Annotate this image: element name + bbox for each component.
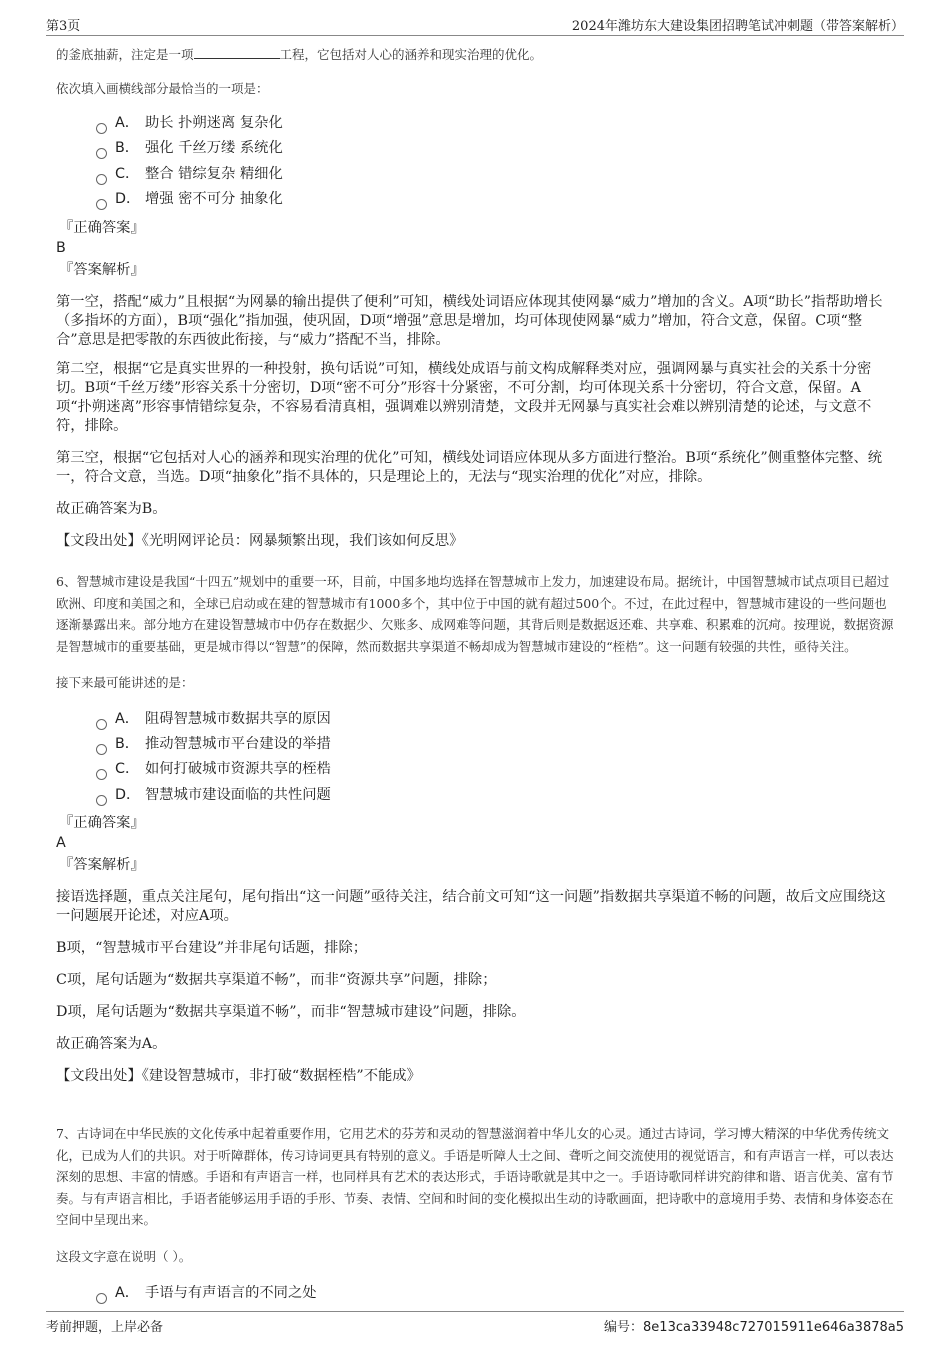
q5-stem-b: 工程，它包括对人心的涵养和现实治理的优化。 bbox=[279, 47, 543, 62]
page-header bbox=[46, 13, 904, 36]
q6-option-c[interactable]: C． 如何打破城市资源共享的桎梏 bbox=[96, 757, 896, 782]
radio-icon[interactable] bbox=[96, 123, 107, 134]
q7-option-a[interactable]: A． 手语与有声语言的不同之处 bbox=[96, 1281, 896, 1306]
question-7 bbox=[56, 1123, 896, 1306]
radio-icon[interactable] bbox=[96, 199, 107, 210]
radio-icon[interactable] bbox=[96, 148, 107, 159]
q6-source bbox=[56, 1067, 896, 1086]
q7-options bbox=[56, 1281, 896, 1306]
q5-analysis-label: 『答案解析』 bbox=[59, 261, 145, 278]
q6-analysis-label: 『答案解析』 bbox=[59, 857, 145, 874]
q6-stem: 6、智慧城市建设是我国“十四五”规划中的重要一环，目前，中国多地均选择在智慧城市上发力，加速建设布局。据统计，中国智慧城市试点项目已超过欧洲、印度和美国之和，全球已启动或在建的智慧城市有1000多个，其中位于中国的就有超过500个。不过，在此过程中，智慧城市建设的一些问题也逐渐暴露出来。部分地方在建设智慧城市中仍存在数据少、欠账多、成网难等问题，其背后则是数据返还难、共享难、积累难的沉疴。按理说，数据资源是智慧城市的重要基础，更是城市得以“智慧”的保障，然而数据共享渠道不畅却成为智慧城市建设的“桎梏”。这一问题有较强的共性，亟待关注。 bbox=[56, 574, 894, 654]
question-5 bbox=[56, 44, 896, 551]
q7-stem: 7、古诗词在中华民族的文化传承中起着重要作用，它用艺术的芬芳和灵动的智慧滋润着中华儿女的心灵。通过古诗词，学习博大精深的中华优秀传统文化，已成为人们的共识。对于听障群体，传习诗词更具有特别的意义。手语是听障人士之间、聋听之间交流使用的视觉语言，和有声语言一样，可以表达深刻的思想、丰富的情感。手语和有声语言一样，也同样具有艺术的表达形式，手语诗歌就是其中之一。手语诗歌同样讲究韵律和谐、语言优美、富有节奏。与有声语言相比，手语者能够运用手语的手形、节奏、表情、空间和时间的变化模拟出生动的诗歌画面，把诗歌中的意境用手势、表情和身体姿态在空间中呈现出来。 bbox=[56, 1126, 894, 1227]
q6-answer-label: 『正确答案』 bbox=[59, 815, 145, 832]
q6-analysis-4: D项，尾句话题为“数据共享渠道不畅”，而非“智慧城市建设”问题，排除。 bbox=[56, 1004, 526, 1021]
q6-prompt: 接下来最可能讲述的是： bbox=[56, 675, 194, 690]
q5-analysis-3: 第三空，根据“它包括对人心的涵养和现实治理的优化”可知，横线处词语应体现从多方面进行整治。B项“系统化”侧重整体完整、统一，符合文意，当选。D项“抽象化”指不具体的，只是理论上的，无法与“现实治理的优化”对应，排除。 bbox=[56, 449, 883, 485]
q6-option-b[interactable]: B． 推动智慧城市平台建设的举措 bbox=[96, 732, 896, 757]
q5-answer-label: 『正确答案』 bbox=[59, 219, 145, 236]
q6-analysis-2: B项，“智慧城市平台建设”并非尾句话题，排除； bbox=[56, 940, 368, 957]
q5-option-b[interactable]: B． 强化 千丝万缕 系统化 bbox=[96, 136, 896, 161]
source-title: 《光明网评论员：网暴频繁出现，我们该如何反思》 bbox=[141, 532, 464, 549]
q6-analysis-5: 故正确答案为A。 bbox=[56, 1036, 167, 1053]
radio-icon[interactable] bbox=[96, 719, 107, 730]
q5-option-c[interactable]: C． 整合 错综复杂 精细化 bbox=[96, 162, 896, 187]
source-label: 【文段出处】 bbox=[56, 532, 142, 549]
radio-icon[interactable] bbox=[96, 174, 107, 185]
q5-answer: B bbox=[56, 239, 66, 256]
q6-analysis-1: 接语选择题，重点关注尾句，尾句指出“这一问题”亟待关注，结合前文可知“这一问题”指数据共享渠道不畅的问题，故后文应围绕这一问题展开论述，对应A项。 bbox=[56, 889, 886, 925]
q5-analysis-4: 故正确答案为B。 bbox=[56, 500, 167, 517]
footer-code-value: 8e13ca33948c727015911e646a3878a5 bbox=[643, 1320, 904, 1335]
q6-answer: A bbox=[56, 835, 66, 852]
q5-option-a[interactable]: A． 助长 扑朔迷离 复杂化 bbox=[96, 111, 896, 136]
radio-icon[interactable] bbox=[96, 769, 107, 780]
q5-source bbox=[56, 532, 896, 551]
document-title: 2024年潍坊东大建设集团招聘笔试冲刺题（带答案解析） bbox=[571, 19, 904, 34]
q5-analysis-2: 第二空，根据“它是真实世界的一种投射，换句话说”可知，横线处成语与前文构成解释类对应，强调网暴与真实社会的关系十分密切。B项“千丝万缕”形容关系十分密切，D项“密不可分”形容十分紧密，不可分割，均可体现关系十分密切，符合文意，保留。A项“扑朔迷离”形容事情错综复杂，不容易看清真相，强调难以辨别清楚，文段并无网暴与真实社会难以辨别清楚的论述，与文意不符，排除。 bbox=[56, 360, 872, 434]
q5-stem-a: 的釜底抽薪，注定是一项 bbox=[56, 47, 194, 62]
q5-options bbox=[56, 111, 896, 213]
q6-option-a[interactable]: A． 阻碍智慧城市数据共享的原因 bbox=[96, 707, 896, 732]
q6-option-d[interactable]: D． 智慧城市建设面临的共性问题 bbox=[96, 783, 896, 808]
question-6 bbox=[56, 571, 896, 1086]
q6-analysis-3: C项，尾句话题为“数据共享渠道不畅”，而非“资源共享”问题，排除； bbox=[56, 972, 497, 989]
source-title: 《建设智慧城市，非打破“数据桎梏”不能成》 bbox=[141, 1068, 421, 1085]
q5-prompt: 依次填入画横线部分最恰当的一项是： bbox=[56, 80, 269, 96]
footer-code-label: 编号： bbox=[604, 1320, 644, 1335]
radio-icon[interactable] bbox=[96, 744, 107, 755]
radio-icon[interactable] bbox=[96, 795, 107, 806]
q6-options bbox=[56, 707, 896, 809]
page-footer bbox=[46, 1311, 904, 1338]
q5-analysis-1: 第一空，搭配“威力”且根据“为网暴的输出提供了便利”可知，横线处词语应体现其使网暴“威力”增加的含义。A项“助长”指帮助增长（多指坏的方面），B项“强化”指加强，使巩固，D项“增强”意思是增加，均可体现使网暴“威力”增加，符合文意，保留。C项“整合”意思是把零散的东西彼此衔接，与“威力”搭配不当，排除。 bbox=[56, 293, 883, 348]
fill-blank bbox=[194, 46, 280, 59]
radio-icon[interactable] bbox=[96, 1293, 107, 1304]
footer-code bbox=[604, 1316, 904, 1335]
page-number: 第3页 bbox=[46, 19, 81, 34]
source-label: 【文段出处】 bbox=[56, 1068, 142, 1085]
q5-option-d[interactable]: D． 增强 密不可分 抽象化 bbox=[96, 187, 896, 212]
q7-prompt: 这段文字意在说明（ ）。 bbox=[56, 1248, 192, 1264]
footer-motto: 考前押题，上岸必备 bbox=[46, 1320, 164, 1335]
